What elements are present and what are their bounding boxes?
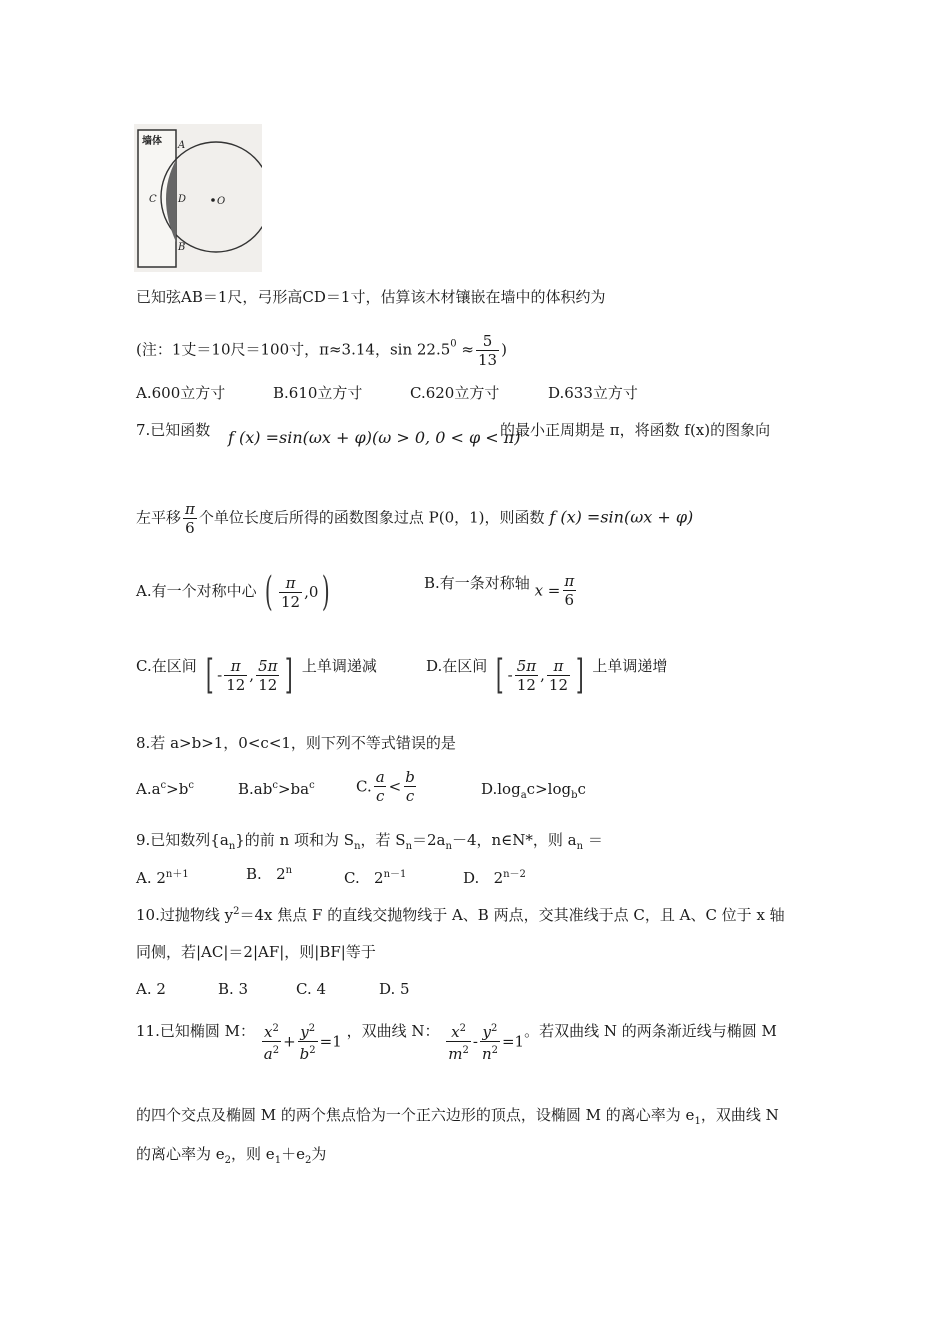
q8-option-c-frac2 bbox=[403, 768, 417, 805]
figure-wall-circle bbox=[134, 124, 262, 272]
q6-note-sin: sin 22.5 bbox=[389, 340, 451, 359]
q11-line3 bbox=[136, 1144, 326, 1171]
q7-function2: f (x) =sin(ωx + φ) bbox=[549, 507, 694, 527]
q7-option-d-d1: 12 bbox=[516, 675, 536, 694]
q10-line1-sup: 2 bbox=[233, 906, 240, 917]
q7-option-c-frac2 bbox=[256, 657, 279, 694]
q11-line3-a: 的离心率为 e bbox=[136, 1145, 225, 1163]
q7-option-d-frac2 bbox=[547, 657, 570, 694]
q10-line2: 同侧，若|AC|＝2|AF|，则|BF|等于 bbox=[136, 943, 376, 961]
q11-hyperbola-n2: y bbox=[482, 1023, 492, 1041]
q8-option-c-lt: < bbox=[388, 777, 402, 796]
q11-ellipse-frac1 bbox=[262, 1020, 281, 1063]
q9-stem-a: 9.已知数列{a bbox=[136, 831, 229, 849]
q8-option-a-sup2: c bbox=[188, 780, 194, 791]
q11-hyperbola-d2-sq: 2 bbox=[491, 1045, 498, 1056]
q8-option-a-sup1: c bbox=[160, 780, 167, 791]
q8-option-a-base: A.a bbox=[136, 780, 161, 798]
q11-hyperbola-frac2 bbox=[480, 1020, 500, 1063]
q9-stem-sub3: n bbox=[405, 841, 413, 852]
q7-line2 bbox=[136, 500, 693, 537]
q9-stem-b: }的前 n 项和为 S bbox=[235, 831, 355, 849]
label-d: D bbox=[178, 194, 187, 205]
q7-line2-b: 个单位长度后所得的函数图象过点 P(0，1)，则函数 bbox=[198, 508, 545, 527]
q11-ellipse-d2-sq: 2 bbox=[309, 1045, 316, 1056]
q7-option-d-interval: [ - $\frac{5\pi}{12}$ , $\frac{\pi}{12}$ ] bbox=[495, 652, 584, 698]
q7-option-c-n2: 5π bbox=[258, 656, 278, 675]
q7-option-c-d1: 12 bbox=[226, 675, 246, 694]
q11-hyperbola-n1-sq: 2 bbox=[459, 1023, 466, 1034]
q6-note-den: 13 bbox=[478, 351, 498, 369]
q9-stem bbox=[136, 830, 603, 857]
q7-option-a-text: A.有一个对称中心 bbox=[136, 582, 257, 600]
q7-option-d-n2: π bbox=[553, 656, 564, 675]
q8-option-d bbox=[481, 780, 586, 801]
q7-shift-den: 6 bbox=[185, 519, 195, 537]
q11-line3-b: ，则 e bbox=[231, 1145, 275, 1163]
q6-note-degree: 0 bbox=[450, 338, 457, 350]
q7-shift-num: π bbox=[185, 500, 195, 518]
q7-option-d-d2: 12 bbox=[548, 675, 569, 694]
q10-line1-b: ＝4x 焦点 F 的直线交抛物线于 A、B 两点，交其准线于点 C，且 A、C 位于 x 轴 bbox=[239, 906, 785, 924]
q7-option-c-tail: 上单调递减 bbox=[301, 657, 377, 675]
q8-option-d-base: D.log bbox=[481, 780, 521, 798]
q11-ellipse-n2: y bbox=[300, 1023, 309, 1041]
q7-option-a-tail: ,0 bbox=[304, 583, 319, 601]
q7-option-b-lhs: x = bbox=[534, 581, 561, 600]
q7-option-c-frac1 bbox=[224, 657, 247, 694]
q8-option-d-sub1: a bbox=[520, 790, 527, 801]
q11-plus: + bbox=[283, 1032, 296, 1051]
q7-option-d-frac1 bbox=[515, 657, 538, 694]
q11-lead: 11.已知椭圆 M： bbox=[136, 1022, 255, 1040]
q11-line2-b: ，双曲线 N bbox=[700, 1106, 779, 1124]
q7-option-c-interval: [ - $\frac{\pi}{12}$ , $\frac{5\pi}{12}$ ] bbox=[205, 652, 294, 698]
q6-stem: 已知弦AB＝1尺，弓形高CD＝1寸，估算该木材镶嵌在墙中的体积约为 bbox=[136, 288, 606, 306]
q9-option-c-base: C. 2 bbox=[344, 869, 384, 887]
q6-note-close: ) bbox=[501, 340, 507, 359]
q11-ellipse-n1-sq: 2 bbox=[272, 1023, 279, 1034]
q8-option-d-mid: c>log bbox=[526, 780, 572, 798]
q8-option-a-mid: >b bbox=[166, 780, 189, 798]
q11-minus: - bbox=[472, 1032, 478, 1051]
q11-line3-d: 为 bbox=[311, 1145, 327, 1163]
q6-note-fraction bbox=[476, 332, 499, 369]
q11-hyperbola-d1: m bbox=[448, 1045, 463, 1063]
q7-function: f (x) =sin(ωx + φ)(ω > 0, 0 < φ < π) bbox=[228, 428, 521, 447]
q8-stem: 8.若 a>b>1，0<c<1，则下列不等式错误的是 bbox=[136, 734, 456, 752]
q7-option-d-n1: 5π bbox=[516, 656, 537, 675]
q8-option-b bbox=[238, 780, 315, 798]
q9-option-d-sup: n－2 bbox=[503, 869, 526, 880]
q8-option-b-sup1: c bbox=[272, 780, 278, 791]
q7-option-d-minus: - bbox=[507, 666, 513, 684]
q10-line1 bbox=[136, 902, 785, 925]
q8-option-c bbox=[356, 768, 419, 805]
q10-line1-a: 10.过抛物线 y bbox=[136, 906, 234, 924]
q10-option-c: C. 4 bbox=[296, 980, 327, 998]
q11-hyperbola-d1-sq: 2 bbox=[462, 1045, 469, 1056]
q11-line3-sub2: 1 bbox=[274, 1155, 282, 1166]
q7-option-a bbox=[136, 569, 334, 615]
label-o: O bbox=[217, 196, 226, 207]
q10-option-b: B. 3 bbox=[218, 980, 249, 998]
q11-line3-c: ＋e bbox=[281, 1145, 305, 1163]
q7-option-a-den: 12 bbox=[281, 592, 301, 611]
q8-option-b-base: B.ab bbox=[238, 780, 273, 798]
q8-option-d-sub2: b bbox=[571, 790, 578, 801]
q9-stem-sub2: n bbox=[354, 841, 361, 852]
label-a: A bbox=[178, 140, 186, 151]
q7-shift-fraction bbox=[183, 500, 197, 537]
q11-line2-a: 的四个交点及椭圆 M 的两个焦点恰为一个正六边形的顶点，设椭圆 M 的离心率为 e bbox=[136, 1106, 695, 1124]
q7-option-c-text: C.在区间 bbox=[136, 657, 197, 675]
q8-option-a bbox=[136, 780, 194, 798]
center-point bbox=[211, 198, 215, 202]
q8-option-b-mid: >ba bbox=[277, 780, 310, 798]
q10-option-d: D. 5 bbox=[379, 980, 410, 998]
q11-ellipse-frac2 bbox=[298, 1020, 318, 1063]
q9-stem-f: ＝ bbox=[583, 831, 603, 849]
q7-option-c-n1: π bbox=[230, 656, 241, 675]
q11-ellipse-d1: a bbox=[263, 1045, 273, 1063]
q6-note-approx: ≈ bbox=[456, 340, 474, 359]
q9-stem-sub1: n bbox=[228, 841, 236, 852]
q7-tail: 的最小正周期是 π，将函数 f(x)的图象向 bbox=[500, 421, 771, 439]
q8-option-c-frac1 bbox=[374, 768, 387, 805]
q8-option-c-d2: c bbox=[405, 787, 415, 805]
q11-eq2: =1 bbox=[501, 1032, 525, 1051]
label-b: B bbox=[178, 242, 186, 253]
wall-label: 墙体 bbox=[142, 136, 162, 147]
q7-option-a-point: ( $\frac{\pi}{12}$ ,0 ) bbox=[265, 569, 331, 615]
q9-option-a bbox=[136, 865, 189, 887]
q11-line3-sub3: 2 bbox=[304, 1155, 312, 1166]
q11-hyperbola-n2-sq: 2 bbox=[491, 1023, 498, 1034]
q9-option-b-base: B. 2 bbox=[246, 865, 286, 883]
q6-note-prefix: (注：1丈＝10尺＝100寸，π≈3.14， bbox=[136, 340, 390, 359]
q9-stem-sub5: n bbox=[576, 841, 584, 852]
q7-option-a-fraction bbox=[279, 574, 302, 611]
q9-option-a-base: A. 2 bbox=[136, 869, 166, 887]
q7-option-c bbox=[136, 652, 377, 698]
q11-mid: ，双曲线 N： bbox=[346, 1022, 440, 1040]
q8-option-d-end: c bbox=[577, 780, 586, 798]
q6-option-b: B.610立方寸 bbox=[273, 384, 363, 402]
q11-hyperbola-d2: n bbox=[481, 1045, 492, 1063]
q8-option-c-d1: c bbox=[375, 787, 385, 805]
q9-option-c bbox=[344, 865, 406, 887]
q7-option-a-num: π bbox=[285, 573, 296, 592]
q6-note bbox=[136, 332, 507, 369]
q9-stem-d: ＝2a bbox=[412, 831, 446, 849]
q9-stem-c: ，若 S bbox=[360, 831, 406, 849]
label-c: C bbox=[149, 194, 157, 205]
q6-note-num: 5 bbox=[482, 332, 493, 350]
q9-option-d bbox=[463, 865, 526, 887]
q11-line1 bbox=[136, 1020, 777, 1063]
q11-ellipse-d2: b bbox=[299, 1045, 310, 1063]
q8-option-b-sup2: c bbox=[309, 780, 315, 791]
q8-option-c-n2: b bbox=[405, 768, 415, 786]
q8-option-c-label: C. bbox=[356, 777, 372, 796]
q7-option-b-den: 6 bbox=[564, 591, 575, 609]
q11-ellipse-n1: x bbox=[264, 1023, 273, 1041]
q11-line2 bbox=[136, 1105, 779, 1132]
q11-eq1: =1 bbox=[319, 1032, 342, 1051]
q11-tail: 。若双曲线 N 的两条渐近线与椭圆 M bbox=[524, 1022, 777, 1040]
q7-option-c-minus: - bbox=[217, 666, 223, 684]
q11-hyperbola-n1: x bbox=[451, 1023, 460, 1041]
q11-line3-sub1: 2 bbox=[224, 1155, 232, 1166]
q7-option-b-fraction bbox=[562, 572, 576, 609]
q8-option-c-n1: a bbox=[375, 768, 385, 786]
q6-option-a: A.600立方寸 bbox=[136, 384, 226, 402]
q7-option-d-text: D.在区间 bbox=[426, 657, 488, 675]
q7-option-c-d2: 12 bbox=[258, 675, 278, 694]
wall-circle-svg bbox=[134, 124, 262, 272]
q11-ellipse-d1-sq: 2 bbox=[272, 1045, 280, 1056]
q11-line2-sub: 1 bbox=[694, 1116, 701, 1127]
q9-option-b-sup: n bbox=[285, 865, 293, 876]
q7-option-b-num: π bbox=[564, 572, 575, 590]
q11-ellipse-n2-sq: 2 bbox=[308, 1023, 316, 1034]
q9-stem-sub4: n bbox=[445, 841, 452, 852]
q7-option-b-text: B.有一条对称轴 bbox=[424, 574, 530, 592]
q9-option-a-sup: n＋1 bbox=[165, 869, 189, 880]
q6-option-d: D.633立方寸 bbox=[548, 384, 638, 402]
q9-stem-e: －4，n∈N*，则 a bbox=[451, 831, 577, 849]
q9-option-b bbox=[246, 865, 292, 883]
q11-hyperbola-frac1 bbox=[446, 1020, 471, 1063]
q7-lead: 7.已知函数 bbox=[136, 421, 211, 439]
q9-option-d-base: D. 2 bbox=[463, 869, 504, 887]
q7-line2-a: 左平移 bbox=[136, 508, 182, 527]
q10-option-a: A. 2 bbox=[136, 980, 166, 998]
q7-option-b bbox=[424, 572, 578, 609]
q7-option-d bbox=[426, 652, 668, 698]
q9-option-c-sup: n－1 bbox=[383, 869, 407, 880]
q6-option-c: C.620立方寸 bbox=[410, 384, 500, 402]
q7-option-d-tail: 上单调递增 bbox=[592, 657, 668, 675]
